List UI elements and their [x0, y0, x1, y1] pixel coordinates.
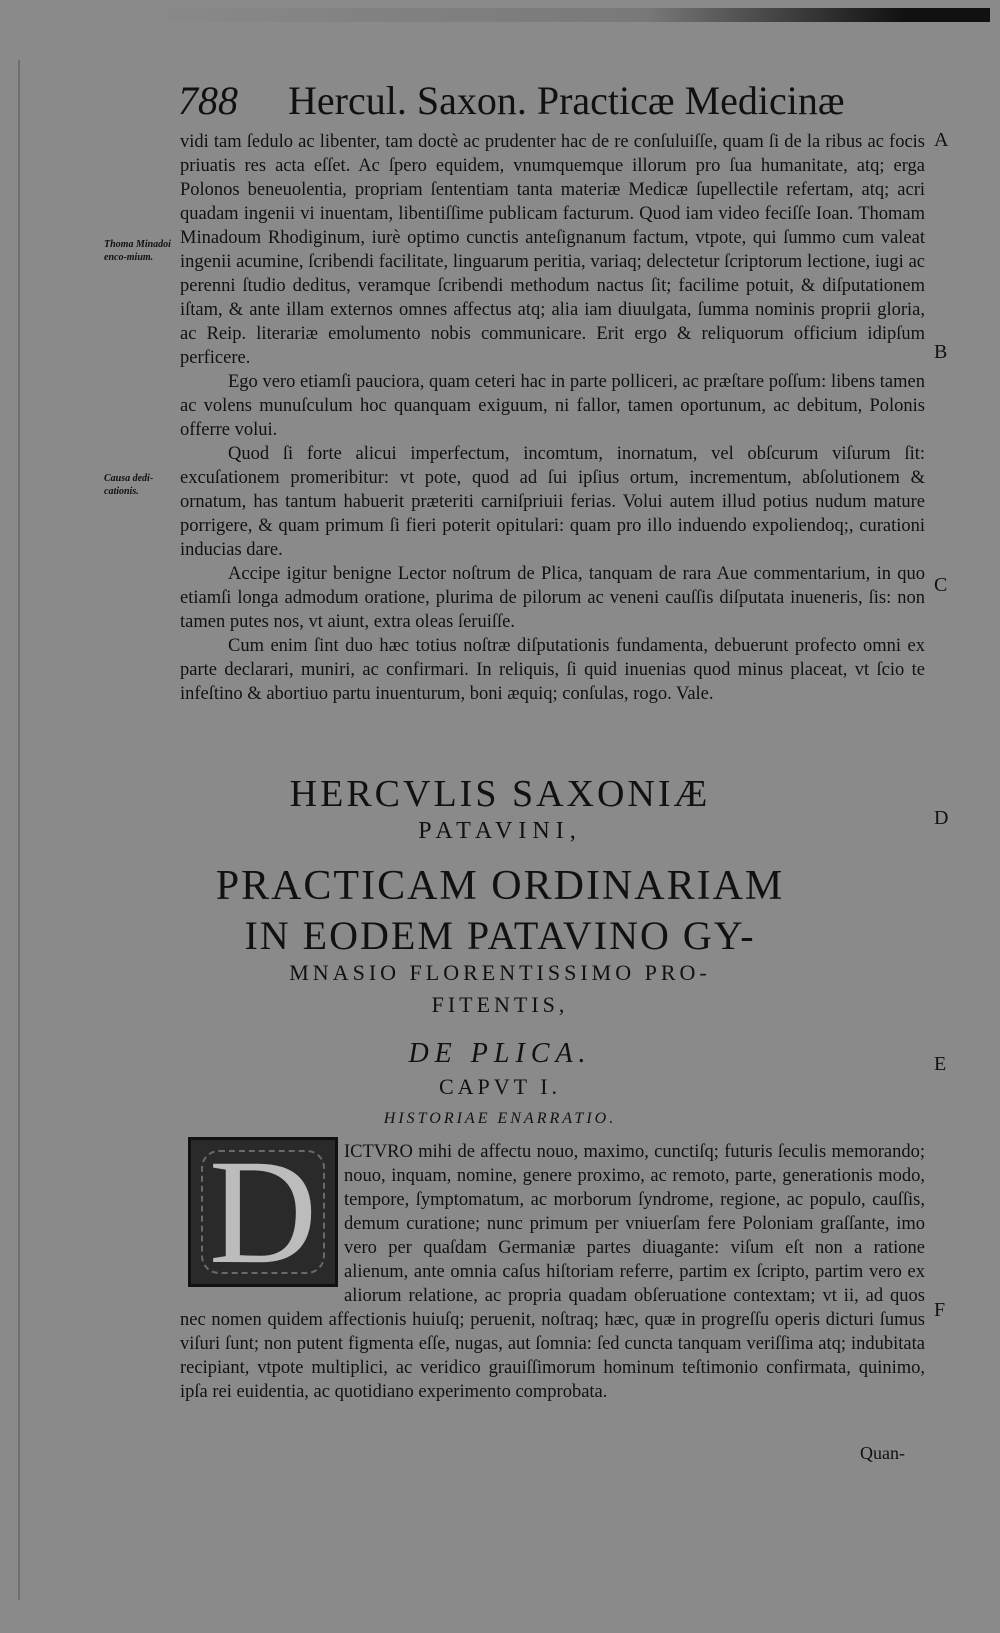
paragraph: Accipe igitur benigne Lector noſtrum de Plica, tanquam de rara Aue commentarium, in quo etiamſi longa admodum oratione, plurima de pilorum ac veneni cauſſis diſputata inueneris, ſis: non tamen putes nos, vt aiunt, extra oleas ſeruiſſe. — [180, 564, 925, 632]
margin-note-dedication: Causa dedi-cationis. — [104, 473, 154, 497]
page-edge-shadow — [130, 8, 990, 22]
chapter-text: ICTVRO mihi de affectu nouo, maximo, cunctiſq; futuris ſeculis memorando; nouo, inquam, nomine, genere proximo, ac remoto, parte, generationis modo, tempore, ſymptomatum, ac morborum ſyndrome, regione, ac populo, cauſſis, demum curatione; nunc primum per vniuerſam fere Poloniam graſſante, imo vero per quaſdam Germaniæ partes diuagante: viſum eſt non a ratione alienum, ante omnia caſus hiſtoriam referre, partim ex ſcripto, partim vero ex aliorum relatione, ac propria quadam obſeruatione contextam; vt ii, ad quos nec nomen quidem affectionis huiuſq; peruenit, noſtraq; hæc, quæ in progreſſu operis dicturi ſumus viſuri ſunt; non putent figmenta eſſe, nugas, aut ſomnia: ſed cuncta tanquam veriſſima atq; indubitata recipiant, vtpote multiplici, ac veridico grauiſſimorum hominum teſtimonio confirmata, quinimo, ipſa rei euidentia, ac quotidiano experimento comprobata. — [180, 1142, 925, 1402]
section-letter-e: E — [934, 1053, 947, 1075]
chapter-subject: DE PLICA. — [408, 1038, 592, 1069]
title-line-4: IN EODEM PATAVINO GY- — [244, 913, 756, 958]
paragraph: Cum enim ſint duo hæc totius noſtræ diſputationis fundamenta, debuerunt profecto omni ex parte declarari, muniri, ac confirmari. In reliquis, ſi quid inuenias quod minus placeat, vt ſcio te infeſtino & abortiuo partu inuenturum, boni æquiq; conſulas, rogo. Vale. — [180, 636, 925, 704]
running-header — [178, 76, 858, 126]
catchword: Quan- — [860, 1443, 905, 1463]
body-text-top — [180, 130, 925, 706]
section-letter-c: C — [934, 574, 948, 596]
title-line-2: PATAVINI, — [418, 818, 582, 844]
title-line-5: MNASIO FLORENTISSIMO PRO- — [289, 960, 711, 985]
running-title: Hercul. Saxon. Practicæ Medicinæ — [288, 78, 845, 123]
chapter-title: HISTORIAE ENARRATIO. — [383, 1110, 617, 1127]
margin-note-minadoi: Thoma Minadoi enco-mium. — [104, 239, 171, 263]
dropcap-spacer — [180, 1140, 344, 1290]
page-number: 788 — [178, 78, 238, 123]
initial-letter: D — [208, 1129, 318, 1295]
section-letter-a: A — [934, 129, 949, 151]
paragraph-chapter — [180, 1140, 925, 1404]
paragraph: Ego vero etiamſi pauciora, quam ceteri hac in parte polliceri, ac præſtare poſſum: libens tamen ac volens munuſculum hoc quanquam exiguum, ni fallor, tamen oportunum, ac debitum, Polonis offerre volui. — [180, 372, 925, 440]
section-letter-d: D — [934, 807, 949, 829]
paragraph: vidi tam ſedulo ac libenter, tam doctè ac prudenter hac de re conſuluiſſe, quam ſi de la ribus ac focis priuatis res acta eſſet. Ac ſpero equidem, vnumquemque illorum pro ſua humanitate, atq; erga Polonos beneuolentia, propriam ſententiam tanta materiæ Medicæ ſupellectile refertam, atq; acri quadam ingenii vi inuentam, libentiſſime publicam facturum. Quod iam video feciſſe Ioan. Thomam Minadoum Rhodiginum, iurè optimo cunctis anteſignanum factum, vtpote, qui ſummo cum valeat ingenii acumine, ſcribendi facilitate, linguarum peritia, variaq; delectetur ſcriptorum lectione, iugi ac perenni ſtudio deditus, veramque ſcribendi methodum nactus ſit; facilime potuit, & diſputationem iſtam, & ante illam externos omnes affectus atq; alia iam diuulgata, ſumma nominis proprii gloria, ac Reip. literariæ emolumento nobis communicare. Erit ergo & reliquorum officium idipſum perficere. — [180, 132, 925, 368]
section-letter-f: F — [934, 1299, 946, 1321]
section-letter-b: B — [934, 341, 948, 363]
chapter-number: CAPVT I. — [438, 1074, 562, 1099]
paragraph: Quod ſi forte alicui imperfectum, incomtum, inornatum, vel obſcurum viſurum ſit: excuſationem promeribitur: vt pote, quod ad ſui ipſius ortum, incrementum, abſolutionem & ornatum, has tantum habuerit præteriti carniſpriuii ferias. Volui autem illud potius nudum mature porrigere, & quam primum ſi fieri poterit opitulari: quam pro illo induendo expoliendoq;, curationi inducias dare. — [180, 444, 925, 560]
title-line-6: FITENTIS, — [431, 992, 569, 1017]
body-text-chapter — [180, 1140, 925, 1404]
title-line-1: HERCVLIS SAXONIÆ — [289, 773, 711, 815]
title-line-3: PRACTICAM ORDINARIAM — [215, 863, 785, 909]
